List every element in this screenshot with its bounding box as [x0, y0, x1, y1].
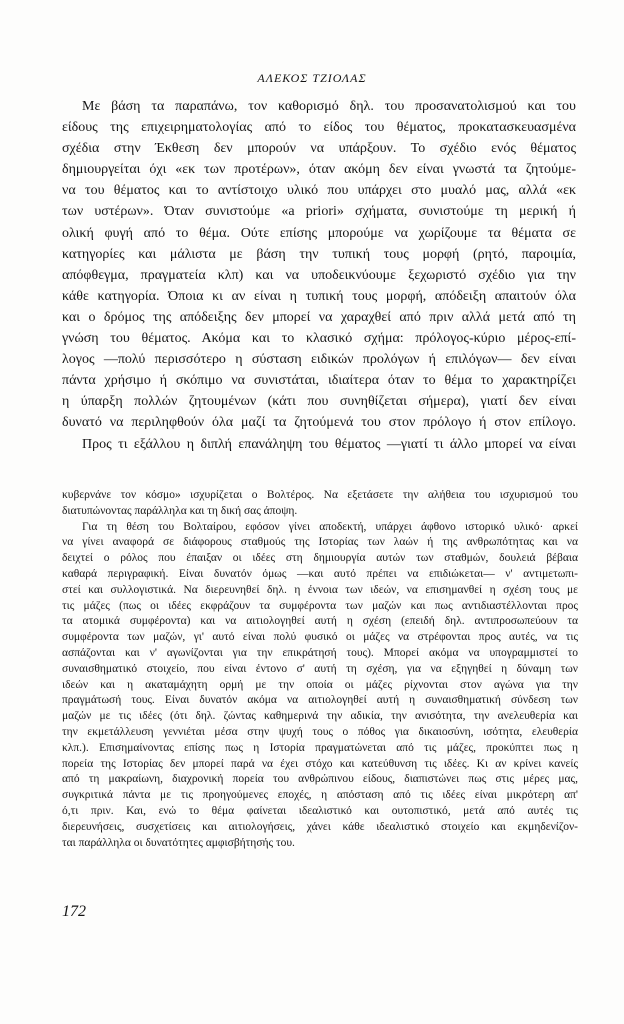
footnote-line: τις μάζες (πως οι ιδέες εκφράζουν τα συμφέροντα των μαζών και πως αντιδιαστέλλονται προς [62, 599, 578, 612]
footnote-line: καθαρά περιγραφική. Είναι δυνατόν όμως —και αυτό πρέπει να επιδιώκεται— ν' αντιμετωπι- [62, 567, 578, 580]
page-number: 172 [62, 903, 86, 920]
main-text-line: πάντα χρήσιμο ή σκόπιμο να συνιστάται, ιδιαίτερα όταν το θέμα το χαρακτηρίζει [62, 373, 576, 389]
footnote-line: συναισθηματικό στοιχείο, που είναι έντονο σ' αυτή τη σχέση, για να εξηγηθεί η δύναμη των [62, 662, 578, 675]
footnote-line: ται παράλληλα οι δυνατότητες αμφισβήτησής του. [62, 836, 295, 849]
footnote-line: την εκμετάλλευση γεννιέται μέσα στην ψυχή τους ο πόθος για δικαιοσύνη, ισότητα, ελευθερία [62, 725, 578, 738]
main-text-line: Προς τι εξάλλου η διπλή επανάληψη του θέματος —γιατί τι άλλο μπορεί να είναι [82, 436, 576, 452]
footnote-line: κλπ.). Επισημαίνοντας επίσης πως η Ιστορία πραγματώνεται από τις μάζες, προκύπτει πως η [62, 741, 578, 754]
running-head-author: ΑΛΕΚΟΣ ΤΖΙΟΛΑΣ [257, 71, 367, 85]
footnote-line: Για τη θέση του Βολταίρου, εφόσον γίνει αποδεκτή, υπάρχει άφθονο ιστορικό υλικό· αρκεί [82, 520, 578, 533]
main-text-line: ολική φυγή από το θέμα. Ούτε επίσης μπορούμε να χωρίζουμε τα θέματα σε [62, 225, 576, 241]
main-text-line: δυνατό να περιληφθούν όλα μαζί τα ζητούμενά του στον πρόλογο ή στον επίλογο. [62, 415, 576, 431]
main-text-line: γνώση του θέματος. Ακόμα και το κλασικό σχήμα: πρόλογος-κύριο μέρος-επί- [62, 331, 576, 347]
footnote-line: ό,τι πριν. Και, ενώ το θέμα φαίνεται ιδεαλιστικό και ουτοπιστικό, μετά από αυτές τις [62, 804, 578, 817]
footnote-line: διατυπώνοντας παράλληλα και τη δική σας άποψη. [62, 504, 298, 517]
footnote-line: ιδεών και η ακαταμάχητη ορμή με την οποία οι μάζες ρίχνονται στον αγώνα για την [62, 678, 578, 691]
footnote-line: δειχτεί ο ρόλος που έπαιξαν οι ιδέες στη δημιουργία αυτών των σταθμών, δουλειά βέβαια [62, 552, 578, 565]
footnote-line: στεί και συλλογιστικά. Να διερευνηθεί δηλ. η έννοια των ιδεών, να επισημανθεί η σχέση τους με [62, 583, 578, 596]
footnote-line: συγκριτικά πάντα με τις προηγούμενες εποχές, η απόσταση από τις ιδέες είναι μικρότερη απ' [62, 789, 578, 802]
footnote-line: συμφέροντα των μαζών, γι' αυτό είναι πολύ φυσικό οι μάζες να στρέφονται προς αυτές, να τις [62, 631, 578, 644]
main-text-line: των υστέρων». Όταν συνιστούμε «a priori» σχήματα, συνιστούμε τη μερική ή [62, 204, 576, 220]
main-text-line: δημιουργείται όχι «εκ των προτέρων», όταν ακόμη δεν είναι γνωστά τα ζητούμε- [62, 162, 576, 178]
footnote-line: ασπάζονται και ν' αγωνίζονται για την επικράτησή τους). Μπορεί ακόμα να υπογραμμιστεί το [62, 646, 578, 659]
main-text-line: σχέδια στην Έκθεση δεν μπορούν να υπάρξουν. Το σχέδιο ενός θέματος [62, 141, 576, 157]
main-text-line: Με βάση τα παραπάνω, τον καθορισμό δηλ. του προσανατολισμού και του [82, 99, 576, 114]
main-text-line: κατηγορίες και μάλιστα με βάση την τυπική τους μορφή (ρητό, παροιμία, [62, 246, 576, 262]
footnote-line: κυβερνάνε τον κόσμο» ισχυρίζεται ο Βολτέρος. Να εξετάσετε την αλήθεια του ισχυρισμού του [62, 489, 578, 501]
footnote-line: διερευνήσεις, συσχετίσεις και αιτιολογήσεις, χάνει κάθε ιδεαλιστικό στοιχείο και εκμηδενίζον- [62, 820, 578, 833]
main-text-line: λογος —πολύ περισσότερο η σύσταση ειδικών προλόγων ή επιλόγων— δεν είναι [62, 352, 576, 368]
main-text-line: και ο δρόμος της απόδειξης δεν μπορεί να χαραχθεί από πριν αλλά μετά από τη [62, 309, 576, 325]
footnote-line: πορεία της Ιστορίας δεν μπορεί παρά να έχει στόχο και κατεύθυνση τις ιδέες. Κι αν κρίνει κανείς [62, 757, 578, 770]
main-text-line: απόφθεγμα, πραγματεία κλπ) και να υποδεικνύουμε ξεχωριστό σχέδιο για την [62, 267, 576, 283]
main-text-line: είδους της επιχειρηματολογίας από το είδος του θέματος, προκατασκευασμένα [62, 120, 576, 136]
main-text [62, 96, 576, 455]
footnote-line: μαζών με τις ιδέες (ότι δηλ. ζώντας καθημερινά την αδικία, την ανισότητα, την ανελευθερία και [62, 710, 578, 723]
main-text-line: κάθε κατηγορία. Όποια κι αν είναι η τυπική τους μορφή, απόδειξη απαιτούν όλα [62, 288, 576, 304]
main-text-line: η ύπαρξη πολλών ζητουμένων (κάτι που συνηθίζεται σήμερα), γιατί δεν είναι [62, 394, 576, 410]
footnote-line: να γίνει αναφορά σε διάφορους σταθμούς της Ιστορίας των λαών ή της ανθρωπότητας και να [62, 536, 578, 549]
main-text-line: να του θέματος και το αντίστοιχο υλικό που υπάρχει στο μυαλό μας, αλλά «εκ [62, 183, 576, 199]
footnote-line: πραγμάτωσή τους. Είναι δυνατόν ακόμα να αιτιολογηθεί αυτή η συναισθηματική σύνδεση των [62, 694, 578, 707]
footnote-line: από τη μακραίωνη, διαχρονική πορεία του ανθρώπινου είδους, διαπιστώνει πως στις μέρες μας, [62, 773, 578, 786]
footnote-text [62, 488, 578, 851]
footnote-line: τα ατομικά συμφέροντα) και να αιτιολογηθεί αυτή η σχέση (επειδή δηλ. αντιπροσωπεύουν τα [62, 615, 578, 628]
